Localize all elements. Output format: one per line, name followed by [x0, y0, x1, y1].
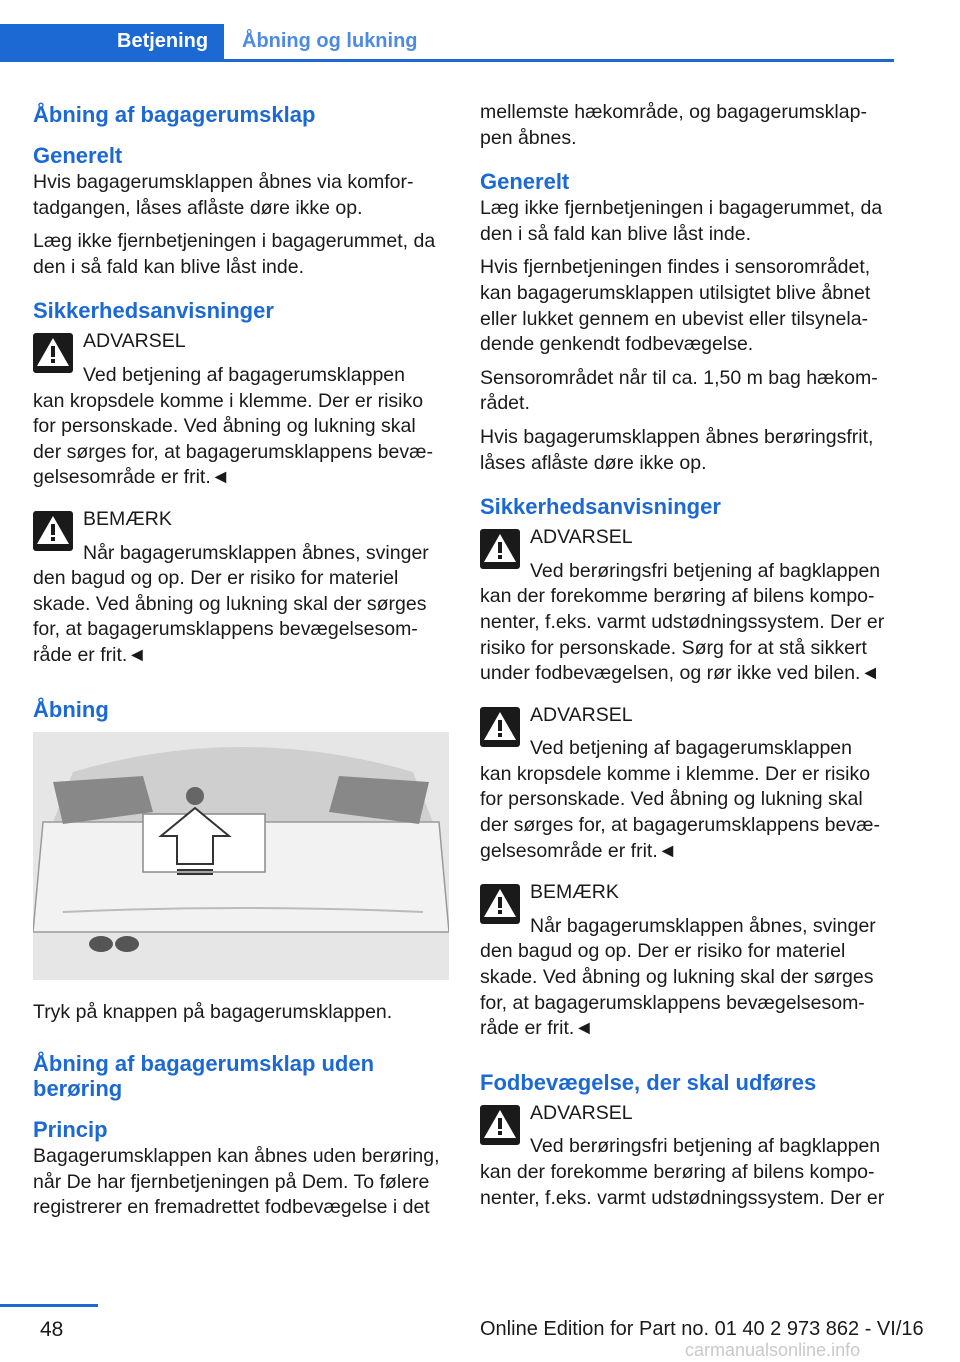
- warning-text-first: Ved berøringsfri betjening af bagklappen: [530, 1135, 881, 1158]
- warning-block: [33, 329, 449, 491]
- warning-text: kan der forekomme berøring af bilens kompo-nenter, f.eks. varmt udstødningssystem. Der er: [480, 1161, 885, 1209]
- warning-text-first: Ved betjening af bagagerumsklappen: [530, 737, 852, 760]
- paragraph: Læg ikke fjernbetjeningen i bagagerummet, da den i så fald kan blive låst inde.: [480, 197, 883, 245]
- warning-triangle-icon: [33, 511, 73, 551]
- warning-text: kan kropsdele komme i klemme. Der er risiko for personskade. Ved åbning og lukning skal der sørges for, at bagagerumsklappens bevæ-gelsesområde er frit.◄: [480, 762, 880, 862]
- car-rear-image: [33, 732, 449, 980]
- subheading-sikkerhed: Sikkerhedsanvisninger: [480, 494, 721, 520]
- warning-text: kan kropsdele komme i klemme. Der er risiko for personskade. Ved åbning og lukning skal der sørges for, at bagagerumsklappens bevæ-gelsesområde er frit.◄: [33, 389, 433, 489]
- warning-text: kan der forekomme berøring af bilens kompo-nenter, f.eks. varmt udstødningssystem. Der er risiko for personskade. Sørg for at stå sikkert under fodbevægelsen, og rør ikke ved bilen.◄: [480, 585, 885, 685]
- section-title-uden-beroering: Åbning af bagagerumsklap uden berøring: [33, 1051, 375, 1102]
- warning-block: [480, 525, 896, 687]
- right-column: [480, 100, 896, 1219]
- paragraph: mellemste hækområde, og bagagerumsklap-pen åbnes.: [480, 101, 867, 149]
- paragraph: Hvis fjernbetjeningen findes i sensorområdet, kan bagagerumsklappen utilsigtet blive åbnet eller lukket gennem en ubevist eller tilsynela-dende genkendt fodbevægelse.: [480, 256, 871, 356]
- warning-triangle-icon: [480, 707, 520, 747]
- notice-block: [480, 880, 896, 1042]
- subheading-sikkerhed: Sikkerhedsanvisninger: [33, 298, 274, 324]
- notice-text-first: Når bagagerumsklappen åbnes, svinger: [530, 914, 876, 937]
- header-rule: [0, 59, 894, 62]
- page-number: 48: [40, 1318, 64, 1341]
- warning-title: ADVARSEL: [530, 703, 633, 726]
- warning-triangle-icon: [480, 1105, 520, 1145]
- paragraph: Læg ikke fjernbetjeningen i bagagerummet, da den i så fald kan blive låst inde.: [33, 230, 436, 278]
- warning-text-first: Ved betjening af bagagerumsklappen: [83, 363, 405, 386]
- notice-text: den bagud og op. Der er risiko for materiel skade. Ved åbning og lukning skal der sørges for, at bagagerumsklappens bevægelsesom-råde er frit.◄: [33, 567, 427, 666]
- page-header: [0, 24, 894, 62]
- car-rear-illustration: [33, 732, 449, 980]
- paragraph: Sensorområdet når til ca. 1,50 m bag hækom-rådet.: [480, 366, 878, 415]
- left-column: [33, 100, 449, 1229]
- section-title: Åbning af bagagerumsklap: [33, 102, 316, 127]
- warning-title: ADVARSEL: [530, 526, 633, 549]
- notice-block: [33, 507, 449, 669]
- subheading-princip: Princip: [33, 1117, 108, 1143]
- edition-text: Online Edition for Part no. 01 40 2 973 862 - VI/16: [480, 1318, 924, 1340]
- footer-rule: [0, 1304, 98, 1307]
- notice-title: BEMÆRK: [530, 881, 619, 904]
- subheading-generelt: Generelt: [480, 169, 570, 195]
- warning-text-first: Ved berøringsfri betjening af bagklappen: [530, 559, 881, 582]
- warning-triangle-icon: [480, 529, 520, 569]
- tab-betjening-label: Betjening: [117, 30, 209, 52]
- paragraph: Bagagerumsklappen kan åbnes uden berøring, når De har fjernbetjeningen på Dem. To følere registrerer en fremadrettet fodbevægelse i det: [33, 1145, 440, 1219]
- warning-title: ADVARSEL: [530, 1101, 633, 1124]
- watermark: carmanualsonline.info: [685, 1340, 861, 1360]
- paragraph: Hvis bagagerumsklappen åbnes via komfor-tadgangen, låses aflåste døre ikke op.: [33, 171, 414, 219]
- warning-triangle-icon: [480, 884, 520, 924]
- notice-text: den bagud og op. Der er risiko for materiel skade. Ved åbning og lukning skal der sørges for, at bagagerumsklappens bevægelsesom-råde er frit.◄: [480, 940, 874, 1040]
- image-caption: Tryk på knappen på bagagerumsklappen.: [33, 1000, 393, 1023]
- subheading-aabning: Åbning: [33, 696, 109, 722]
- subheading-fodbevaegelse: Fodbevægelse, der skal udføres: [480, 1069, 817, 1095]
- subheading-generelt: Generelt: [33, 143, 123, 168]
- warning-block: [480, 1101, 896, 1211]
- warning-block: [480, 703, 896, 865]
- paragraph: Hvis bagagerumsklappen åbnes berøringsfrit, låses aflåste døre ikke op.: [480, 425, 874, 474]
- notice-title: BEMÆRK: [83, 507, 172, 530]
- warning-title: ADVARSEL: [83, 330, 186, 353]
- warning-triangle-icon: [33, 333, 73, 373]
- notice-text-first: Når bagagerumsklappen åbnes, svinger: [83, 541, 429, 564]
- tab-betjening[interactable]: [0, 24, 224, 62]
- tab-aabning-og-lukning[interactable]: Åbning og lukning: [242, 30, 418, 52]
